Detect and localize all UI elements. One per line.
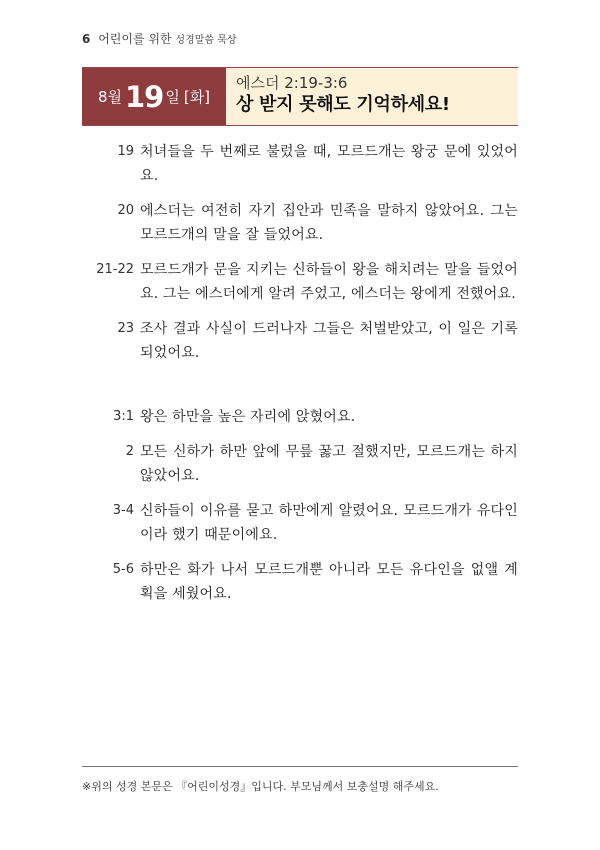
verse-text: 모르드개가 문을 지키는 신하들이 왕을 해치려는 말을 들었어요. 그는 에스더에게 알려 주었고, 에스더는 왕에게 전했어요. bbox=[140, 262, 518, 302]
verse-item bbox=[94, 499, 518, 547]
verse-number: 20 bbox=[117, 203, 134, 218]
page-number: 6 bbox=[82, 32, 91, 46]
page-title: 상 받지 못해도 기억하세요! bbox=[236, 94, 450, 115]
verse-number: 21-22 bbox=[96, 262, 134, 277]
book-title: 어린이를 위한 bbox=[98, 32, 172, 46]
footer-divider bbox=[82, 766, 518, 767]
date-month: 8 bbox=[97, 87, 108, 106]
verse-item bbox=[94, 140, 518, 188]
verse-item bbox=[94, 405, 518, 429]
date-weekday: [화] bbox=[183, 88, 211, 106]
verse-item bbox=[94, 440, 518, 488]
verse-number: 3-4 bbox=[112, 503, 134, 518]
scripture-reference: 에스더 2:19-3:6 bbox=[236, 74, 348, 92]
date-day: 19 bbox=[124, 79, 164, 114]
verse-text: 신하들이 이유를 묻고 하만에게 알렸어요. 모르드개가 유다인이라 했기 때문이에요. bbox=[140, 503, 518, 543]
date-day-unit: 일 bbox=[165, 88, 180, 106]
verse-number: 23 bbox=[117, 321, 134, 336]
verse-text: 에스더는 여전히 자기 집안과 민족을 말하지 않았어요. 그는 모르드개의 말을 잘 들었어요. bbox=[140, 203, 518, 243]
footer-note: ※위의 성경 본문은 『어린이성경』입니다. 부모님께서 보충설명 해주세요. bbox=[82, 780, 439, 793]
verse-text: 조사 결과 사실이 드러나자 그들은 처벌받았고, 이 일은 기록되었어요. bbox=[140, 321, 518, 361]
verse-number: 2 bbox=[125, 444, 134, 459]
verse-text: 처녀들을 두 번째로 불렀을 때, 모르드개는 왕궁 문에 있었어요. bbox=[140, 144, 518, 184]
verse-item bbox=[94, 558, 518, 606]
verse-item bbox=[94, 317, 518, 365]
verse-item bbox=[94, 199, 518, 247]
verse-list bbox=[94, 140, 518, 617]
verse-number: 5-6 bbox=[112, 562, 134, 577]
verse-number: 3:1 bbox=[113, 409, 134, 424]
devotion-header bbox=[82, 67, 518, 126]
verse-item bbox=[94, 258, 518, 306]
title-box bbox=[226, 68, 518, 125]
verse-text: 하만은 화가 나서 모르드개뿐 아니라 모든 유다인을 없앨 계획을 세웠어요. bbox=[140, 562, 518, 602]
verse-text: 왕은 하만을 높은 자리에 앉혔어요. bbox=[140, 409, 356, 425]
date-badge bbox=[82, 68, 226, 125]
running-head bbox=[82, 30, 237, 47]
book-subtitle: 성경말씀 묵상 bbox=[175, 35, 237, 46]
verse-text: 모든 신하가 하만 앞에 무릎 꿇고 절했지만, 모르드개는 하지 않았어요. bbox=[140, 444, 518, 484]
date-month-unit: 월 bbox=[107, 88, 122, 106]
verse-number: 19 bbox=[117, 144, 134, 159]
